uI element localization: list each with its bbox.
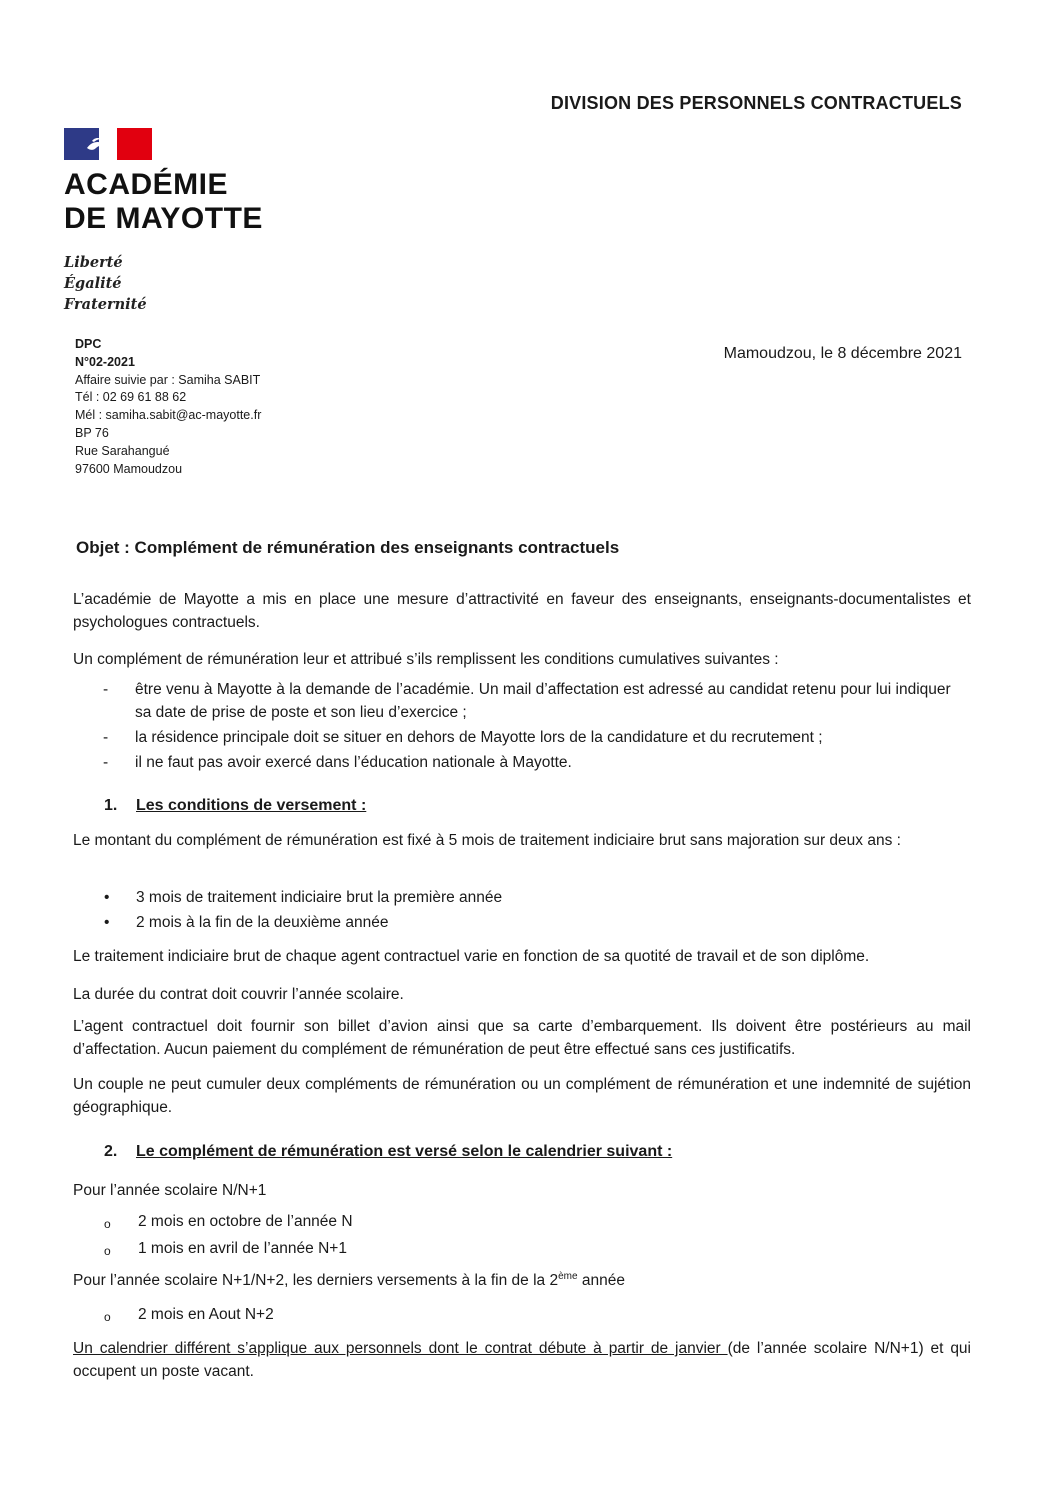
list-item: • 3 mois de traitement indiciaire brut la première année: [104, 889, 503, 906]
section-1-title: 1. Les conditions de versement :: [104, 797, 367, 814]
list-item: o 2 mois en Aout N+2: [104, 1306, 274, 1324]
sender-followed-by: Affaire suivie par : Samiha SABIT: [75, 372, 261, 387]
list-item: - il ne faut pas avoir exercé dans l’éducation nationale à Mayotte.: [103, 754, 572, 771]
section-2-closing-paragraph: Un calendrier différent s’applique aux personnels dont le contrat débute à partir de janvier (de l’année scolaire N/N+1) et qui occupent un poste vacant.: [73, 1340, 971, 1380]
section-2-year2-list: [104, 1303, 274, 1330]
sender-service: DPC: [75, 337, 102, 351]
sender-email: Mél : samiha.sabit@ac-mayotte.fr: [75, 408, 262, 423]
sender-reference: N°02-2021: [75, 354, 135, 369]
list-item: - être venu à Mayotte à la demande de l’académie. Un mail d’affectation est adressé au candidat retenu pour lui indiquer sa date de prise de poste et son lieu d’exercice ;: [103, 681, 951, 721]
sender-bp: BP 76: [75, 425, 109, 440]
academie-name: ACADÉMIE DE MAYOTTE: [64, 168, 263, 235]
sender-street: Rue Sarahangué: [75, 443, 170, 458]
academie-logo: [64, 128, 304, 315]
section-1-bullets: [104, 886, 502, 935]
letter-subject: Objet : Complément de rémunération des enseignants contractuels: [76, 538, 620, 557]
sender-phone: Tél : 02 69 61 88 62: [75, 390, 187, 405]
section-2-title: 2. Le complément de rémunération est versé selon le calendrier suivant :: [104, 1143, 673, 1160]
list-item: - la résidence principale doit se situer en dehors de Mayotte lors de la candidature et du recrutement ;: [103, 729, 823, 746]
section-2-year2-label: Pour l’année scolaire N+1/N+2, les derniers versements à la fin de la 2ème année: [73, 1270, 625, 1289]
section-1-paragraph-2: Le traitement indiciaire brut de chaque agent contractuel varie en fonction de sa quotité de travail et de son diplôme.: [73, 948, 870, 965]
section-1-paragraph-3: La durée du contrat doit couvrir l’année scolaire.: [73, 986, 404, 1003]
section-1-paragraph-4: L’agent contractuel doit fournir son billet d’avion ainsi que sa carte d’embarquement. Ils doivent être postérieurs au mail d’affectation. Aucun paiement du complément de rémunération de peut être effectué sans ces justificatifs.: [73, 1018, 971, 1058]
marianne-icon: [84, 134, 106, 154]
letter-date: Mamoudzou, le 8 décembre 2021: [723, 345, 962, 362]
section-1-paragraph-1: Le montant du complément de rémunération est fixé à 5 mois de traitement indiciaire brut sans majoration sur deux ans :: [73, 832, 901, 849]
sender-block: [75, 336, 261, 478]
section-1-paragraph-5: Un couple ne peut cumuler deux compléments de rémunération ou un complément de rémunération et une indemnité de sujétion géographique.: [73, 1076, 971, 1116]
conditions-list: [73, 678, 971, 776]
list-item: • 2 mois à la fin de la deuxième année: [104, 913, 389, 931]
list-item: o 2 mois en octobre de l’année N: [104, 1213, 353, 1231]
intro-paragraph-1: L’académie de Mayotte a mis en place une mesure d’attractivité en faveur des enseignants, enseignants-documentalistes et psychologues contractuels.: [73, 591, 971, 631]
list-item: o 1 mois en avril de l’année N+1: [104, 1239, 347, 1258]
french-flag-icon: [64, 128, 152, 160]
intro-paragraph-2: Un complément de rémunération leur et attribué s’ils remplissent les conditions cumulatives suivantes :: [73, 651, 779, 668]
sender-city: 97600 Mamoudzou: [75, 461, 183, 476]
section-2-year1-label: Pour l’année scolaire N/N+1: [73, 1182, 267, 1199]
section-2-year1-list: [104, 1210, 353, 1263]
republic-motto: Liberté Égalité Fraternité: [64, 254, 147, 313]
division-header: DIVISION DES PERSONNELS CONTRACTUELS: [550, 93, 962, 113]
